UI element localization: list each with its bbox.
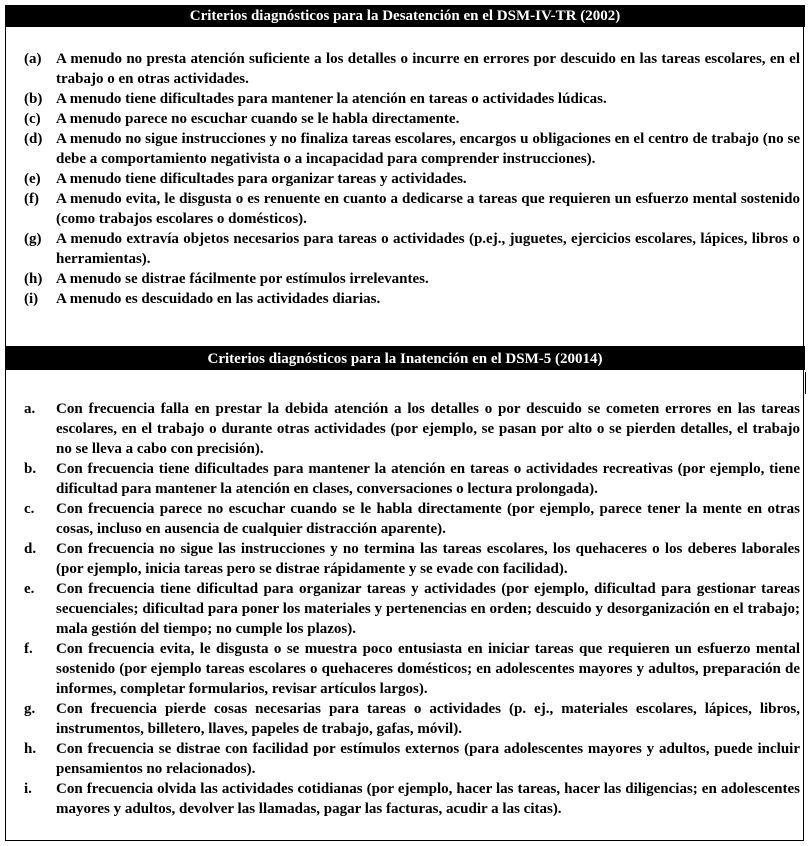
criterion-text: A menudo es descuidado en las actividades diarias. (56, 291, 381, 307)
criterion-text: A menudo no presta atención suficiente a los detalles o incurre en errores por descuido en las tareas escolares, en el trabajo o en otras actividades. (56, 51, 800, 87)
criterion-marker: (h) (24, 271, 43, 287)
border-mark (805, 372, 806, 394)
criterion-text: A menudo se distrae fácilmente por estímulos irrelevantes. (56, 271, 429, 287)
criterion-marker: c. (24, 501, 35, 517)
criterion-item (24, 49, 800, 89)
criterion-item (24, 109, 800, 129)
criterion-item (24, 89, 800, 109)
criterion-marker: (b) (24, 91, 43, 107)
criterion-item (24, 499, 800, 539)
criterion-item (24, 129, 800, 169)
criterion-item (24, 539, 800, 579)
criteria-list-dsm-5 (24, 399, 800, 819)
criterion-marker: (a) (24, 51, 42, 67)
criterion-item (24, 639, 800, 699)
criterion-item (24, 169, 800, 189)
criterion-text: Con frecuencia evita, le disgusta o se muestra poco entusiasta en iniciar tareas que requieren un esfuerzo mental sostenido (por ejemplo tareas escolares o quehaceres domésticos; en adolescentes mayores y adultos, preparación de informes, completar formularios, revisar artículos largos). (56, 641, 800, 697)
criterion-item (24, 269, 800, 289)
criterion-text: Con frecuencia no sigue las instrucciones y no termina las tareas escolares, los quehaceres o los deberes laborales (por ejemplo, inicia tareas pero se distrae rápidamente y se evade con facilidad). (56, 541, 800, 577)
criterion-text: A menudo parece no escuchar cuando se le habla directamente. (56, 111, 460, 127)
criterion-text: Con frecuencia olvida las actividades cotidianas (por ejemplo, hacer las tareas, hacer las diligencias; en adolescentes mayores y adultos, devolver las llamadas, pagar las facturas, acudir a las citas). (56, 781, 800, 817)
criterion-marker: (d) (24, 131, 43, 147)
criterion-text: A menudo extravía objetos necesarios para tareas o actividades (p.ej., juguetes, ejercicios escolares, lápices, libros o herramientas). (56, 231, 800, 267)
criterion-item (24, 399, 800, 459)
criterion-item (24, 229, 800, 269)
criteria-list-dsm-iv (24, 49, 800, 309)
criterion-marker: (i) (24, 291, 39, 307)
criterion-text: Con frecuencia falla en prestar la debida atención a los detalles o por descuido se cometen errores en las tareas escolares, en el trabajo o durante otras actividades (por ejemplo, se pasan por alto o se pierden detalles, el trabajo no se lleva a cabo con precisión). (56, 401, 800, 457)
criterion-marker: f. (24, 641, 33, 657)
criterion-text: Con frecuencia tiene dificultad para organizar tareas y actividades (por ejemplo, dificultad para gestionar tareas secuenciales; dificultad para poner los materiales y pertenencias en orden; descuido y desorganización en el trabajo; mala gestión del tiempo; no cumple los plazos). (56, 581, 800, 637)
criterion-text: A menudo tiene dificultades para organizar tareas y actividades. (56, 171, 467, 187)
criterion-marker: (e) (24, 171, 41, 187)
criterion-item (24, 189, 800, 229)
criterion-marker: a. (24, 401, 36, 417)
criterion-text: A menudo no sigue instrucciones y no finaliza tareas escolares, encargos u obligaciones en el centro de trabajo (no se debe a comportamiento negativista o a incapacidad para comprender instrucciones). (56, 131, 800, 167)
criterion-marker: (g) (24, 231, 42, 247)
criterion-marker: b. (24, 461, 37, 477)
criterion-item (24, 579, 800, 639)
criterion-text: Con frecuencia pierde cosas necesarias para tareas o actividades (p. ej., materiales escolares, lápices, libros, instrumentos, billetero, llaves, papeles de trabajo, gafas, móvil). (56, 701, 800, 737)
criterion-marker: i. (24, 781, 32, 797)
criterion-item (24, 739, 800, 779)
criterion-marker: (c) (24, 111, 41, 127)
criterion-item (24, 699, 800, 739)
criterion-text: A menudo tiene dificultades para mantener la atención en tareas o actividades lúdicas. (56, 91, 607, 107)
criterion-marker: (f) (24, 191, 39, 207)
criterion-item (24, 289, 800, 309)
criterion-marker: d. (24, 541, 37, 557)
criterion-marker: e. (24, 581, 35, 597)
criterion-text: Con frecuencia parece no escuchar cuando se le habla directamente (por ejemplo, parece tener la mente en otras cosas, incluso en ausencia de cualquier distracción aparente). (56, 501, 800, 537)
criterion-text: A menudo evita, le disgusta o es renuente en cuanto a dedicarse a tareas que requieren un esfuerzo mental sostenido (como trabajos escolares o domésticos). (56, 191, 800, 227)
criterion-item (24, 779, 800, 819)
criterion-marker: g. (24, 701, 36, 717)
criterion-marker: h. (24, 741, 37, 757)
section-title-dsm-iv: Criterios diagnósticos para la Desatención en el DSM-IV-TR (2002) (5, 5, 805, 27)
section-title-dsm-5: Criterios diagnósticos para la Inatención en el DSM-5 (20014) (5, 348, 805, 370)
criterion-text: Con frecuencia tiene dificultades para mantener la atención en tareas o actividades recreativas (por ejemplo, tiene dificultad para mantener la atención en clases, conversaciones o lectura prolongada). (56, 461, 800, 497)
criterion-item (24, 459, 800, 499)
criterion-text: Con frecuencia se distrae con facilidad por estímulos externos (para adolescentes mayores y adultos, puede incluir pensamientos no relacionados). (56, 741, 800, 777)
